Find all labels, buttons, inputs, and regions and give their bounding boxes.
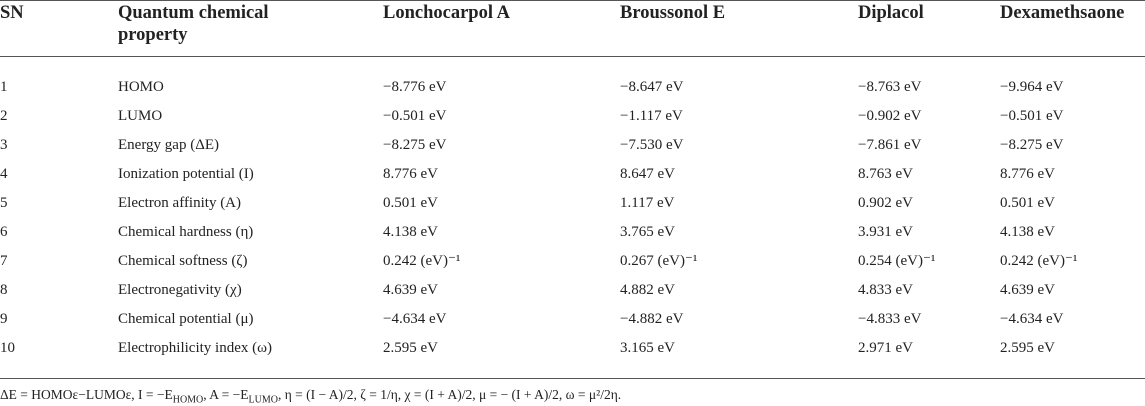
footnote-text: , A = −E	[203, 387, 249, 402]
footnote-text: ΔE = HOMOε−LUMOε, I = −E	[0, 387, 173, 402]
cell-diplacol: −4.833 eV	[858, 311, 922, 327]
cell-dexamethasone: 0.242 (eV)⁻¹	[1000, 253, 1078, 269]
cell-diplacol: −7.861 eV	[858, 137, 922, 153]
cell-broussonol-e: 4.882 eV	[620, 282, 675, 298]
cell-sn: 8	[0, 282, 8, 298]
cell-sn: 5	[0, 195, 8, 211]
cell-diplacol: 0.254 (eV)⁻¹	[858, 253, 936, 269]
table-footnote	[0, 386, 621, 404]
cell-property: LUMO	[118, 108, 163, 124]
table-row	[0, 336, 1145, 360]
cell-sn: 9	[0, 311, 8, 327]
cell-sn: 7	[0, 253, 8, 269]
cell-broussonol-e: 1.117 eV	[620, 195, 675, 211]
cell-diplacol: 4.833 eV	[858, 282, 913, 298]
cell-broussonol-e: 0.267 (eV)⁻¹	[620, 253, 698, 269]
cell-lonchocarpol-a: 0.242 (eV)⁻¹	[383, 253, 461, 269]
footnote-subscript: HOMO	[172, 394, 204, 406]
header-dexamethasone: Dexamethsaone	[1000, 3, 1125, 23]
bottom-rule	[0, 378, 1145, 379]
cell-dexamethasone: 0.501 eV	[1000, 195, 1055, 211]
table-row	[0, 307, 1145, 331]
cell-diplacol: −8.763 eV	[858, 79, 922, 95]
header-lonchocarpol-a: Lonchocarpol A	[383, 3, 510, 23]
cell-sn: 3	[0, 137, 8, 153]
cell-property: HOMO	[118, 79, 164, 95]
cell-dexamethasone: −0.501 eV	[1000, 108, 1064, 124]
cell-sn: 6	[0, 224, 8, 240]
header-rule	[0, 56, 1145, 57]
cell-dexamethasone: 4.639 eV	[1000, 282, 1055, 298]
table-row	[0, 162, 1145, 186]
cell-diplacol: 8.763 eV	[858, 166, 913, 182]
cell-property: Electron affinity (A)	[118, 195, 242, 211]
cell-sn: 10	[0, 340, 15, 356]
table-row	[0, 249, 1145, 273]
table-row	[0, 191, 1145, 215]
header-sn: SN	[0, 3, 24, 23]
cell-lonchocarpol-a: 0.501 eV	[383, 195, 438, 211]
cell-broussonol-e: −4.882 eV	[620, 311, 684, 327]
cell-dexamethasone: −4.634 eV	[1000, 311, 1064, 327]
cell-lonchocarpol-a: −8.776 eV	[383, 79, 447, 95]
cell-lonchocarpol-a: −8.275 eV	[383, 137, 447, 153]
cell-property: Chemical softness (ζ)	[118, 253, 248, 269]
cell-dexamethasone: 2.595 eV	[1000, 340, 1055, 356]
cell-broussonol-e: −1.117 eV	[620, 108, 683, 124]
cell-broussonol-e: 3.165 eV	[620, 340, 675, 356]
cell-property: Electrophilicity index (ω)	[118, 340, 272, 356]
cell-sn: 1	[0, 79, 8, 95]
footnote-text: , η = (I − A)/2, ζ = 1/η, χ = (I + A)/2, μ = − (I + A)/2, ω = μ²/2η.	[277, 387, 622, 402]
cell-property: Electronegativity (χ)	[118, 282, 242, 298]
table-row	[0, 133, 1145, 157]
cell-lonchocarpol-a: −0.501 eV	[383, 108, 447, 124]
cell-broussonol-e: 3.765 eV	[620, 224, 675, 240]
cell-broussonol-e: 8.647 eV	[620, 166, 675, 182]
cell-lonchocarpol-a: 8.776 eV	[383, 166, 438, 182]
cell-lonchocarpol-a: −4.634 eV	[383, 311, 447, 327]
cell-property: Energy gap (ΔE)	[118, 137, 220, 153]
cell-diplacol: 2.971 eV	[858, 340, 913, 356]
cell-broussonol-e: −8.647 eV	[620, 79, 684, 95]
cell-property: Ionization potential (I)	[118, 166, 254, 182]
cell-lonchocarpol-a: 2.595 eV	[383, 340, 438, 356]
cell-property: Chemical potential (μ)	[118, 311, 254, 327]
cell-lonchocarpol-a: 4.138 eV	[383, 224, 438, 240]
table-row	[0, 104, 1145, 128]
cell-property: Chemical hardness (η)	[118, 224, 254, 240]
cell-dexamethasone: −8.275 eV	[1000, 137, 1064, 153]
cell-sn: 2	[0, 108, 8, 124]
table-row	[0, 75, 1145, 99]
cell-diplacol: 3.931 eV	[858, 224, 913, 240]
cell-diplacol: 0.902 eV	[858, 195, 913, 211]
cell-broussonol-e: −7.530 eV	[620, 137, 684, 153]
cell-dexamethasone: 4.138 eV	[1000, 224, 1055, 240]
top-rule	[0, 0, 1145, 1]
header-property: Quantum chemical property	[118, 3, 269, 45]
cell-diplacol: −0.902 eV	[858, 108, 922, 124]
header-broussonol-e: Broussonol E	[620, 3, 726, 23]
cell-lonchocarpol-a: 4.639 eV	[383, 282, 438, 298]
table-row	[0, 220, 1145, 244]
cell-sn: 4	[0, 166, 8, 182]
footnote-subscript: LUMO	[248, 394, 278, 406]
cell-dexamethasone: 8.776 eV	[1000, 166, 1055, 182]
table-row	[0, 278, 1145, 302]
header-diplacol: Diplacol	[858, 3, 924, 23]
cell-dexamethasone: −9.964 eV	[1000, 79, 1064, 95]
